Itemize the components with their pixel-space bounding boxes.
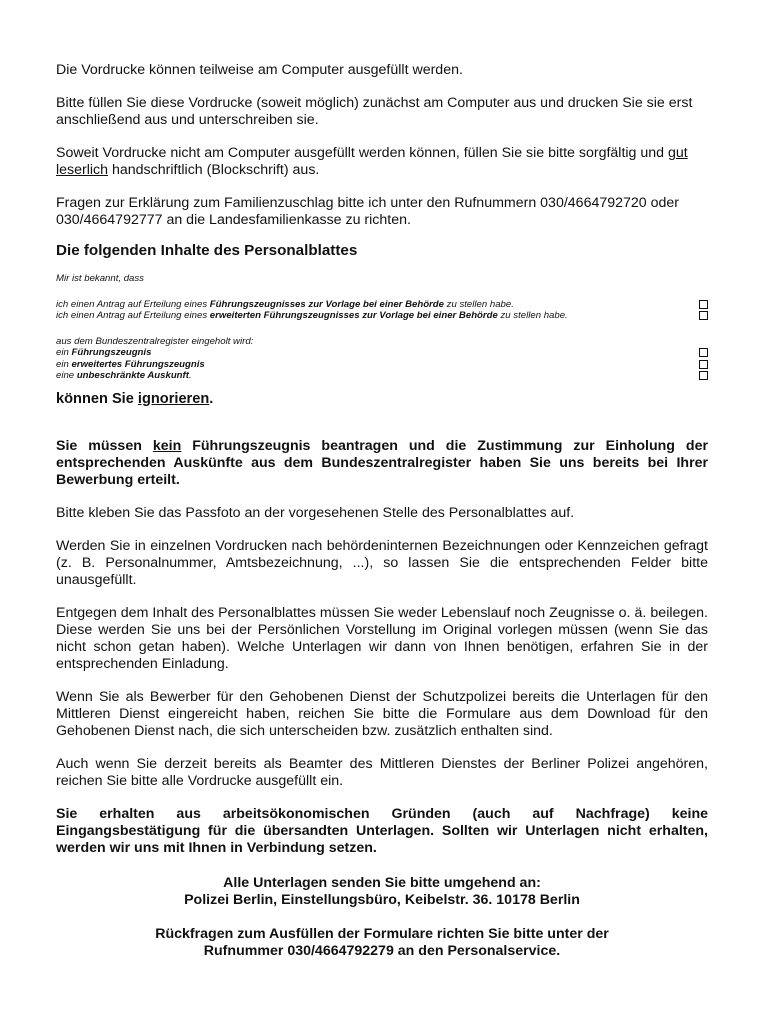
register-option-3-text-a: eine bbox=[56, 370, 77, 381]
intro-paragraph-3-underlined: gut leserlich bbox=[56, 145, 688, 178]
register-option-3-text-b: unbeschränkte Auskunft bbox=[76, 370, 189, 381]
application-option-2 bbox=[56, 310, 708, 322]
ignore-note-underlined: ignorieren bbox=[137, 390, 210, 407]
send-address-line: Polizei Berlin, Einstellungsbüro, Keibelstr. 36. 10178 Berlin bbox=[184, 891, 580, 908]
register-option-1-text-a: ein bbox=[56, 347, 72, 358]
intro-paragraph-4: Fragen zur Erklärung zum Familienzuschlag bitte ich unter den Rufnummern 030/4664792720 oder 030/4664792777 an die Landesfamilienkasse zu richten. bbox=[56, 195, 680, 228]
option-1-text-a: ich einen Antrag auf Erteilung eines bbox=[56, 298, 210, 310]
no-certificate-part-b: Führungszeugnis beantragen und die Zustimmung zur Einholung der entsprechenden Auskünfte aus dem Bundeszentralregister haben Sie uns bereits bei Ihrer Bewerbung erteilt. bbox=[56, 437, 708, 488]
ignore-note bbox=[56, 391, 708, 408]
option-2-text-a: ich einen Antrag auf Erteilung eines bbox=[56, 310, 210, 321]
known-line: Mir ist bekannt, dass bbox=[56, 273, 144, 284]
no-certificate-part-a: Sie müssen bbox=[56, 437, 153, 454]
register-option-3 bbox=[56, 370, 708, 382]
documents-paragraph: Entgegen dem Inhalt des Personalblattes müssen Sie weder Lebenslauf noch Zeugnisse o. ä. beilegen. Diese werden Sie uns bei der Persönlichen Vorstellung im Original vorlegen müssen (wenn Sie das nicht schon getan haben). Welche Unterlagen wir dann von Ihnen benötigen, erfahren Sie in der entsprechenden Einladung. bbox=[56, 604, 708, 672]
no-certificate-notice bbox=[56, 438, 708, 489]
register-option-1-text-b: Führungszeugnis bbox=[71, 347, 152, 358]
intro-paragraph-1: Die Vordrucke können teilweise am Computer ausgefüllt werden. bbox=[56, 62, 463, 78]
document-page bbox=[56, 62, 708, 960]
register-option-2-text-b: erweitertes Führungszeugnis bbox=[71, 358, 205, 370]
option-2-text-b: erweiterten Führungszeugnisses zur Vorlage bei einer Behörde bbox=[209, 310, 498, 321]
option-1-text-b: Führungszeugnisses zur Vorlage bei einer Behörde bbox=[209, 298, 444, 310]
intro-paragraph-2: Bitte füllen Sie diese Vordrucke (soweit möglich) zunächst am Computer aus und drucken Sie sie erst anschließend aus und unterschreiben sie. bbox=[56, 95, 693, 128]
register-option-1 bbox=[56, 347, 708, 359]
intro-paragraph-3 bbox=[56, 145, 708, 179]
ignore-note-part-a: können Sie bbox=[56, 390, 138, 407]
intro-paragraph-3-part-b: handschriftlich (Blockschrift) aus. bbox=[108, 162, 320, 178]
register-option-2 bbox=[56, 359, 708, 371]
send-instruction-line-1: Alle Unterlagen senden Sie bitte umgehend an: bbox=[223, 874, 541, 891]
application-options bbox=[56, 299, 708, 322]
intro-paragraph-3-part-a: Soweit Vordrucke nicht am Computer ausgefüllt werden können, füllen Sie sie bitte sorgfältig und bbox=[56, 145, 668, 161]
register-option-3-text-c: . bbox=[188, 370, 192, 381]
checkbox-option-1[interactable] bbox=[699, 300, 708, 309]
checkbox-register-1[interactable] bbox=[699, 348, 708, 357]
register-options bbox=[56, 336, 708, 382]
no-confirmation-notice: Sie erhalten aus arbeitsökonomischen Gründen (auch auf Nachfrage) keine Eingangsbestätigung für die übersandten Unterlagen. Sollten wir Unterlagen nicht erhalten, werden wir uns mit Ihnen in Verbindung setzen. bbox=[56, 805, 708, 856]
checkbox-register-2[interactable] bbox=[699, 360, 708, 369]
checkbox-option-2[interactable] bbox=[699, 311, 708, 320]
passport-photo-paragraph: Bitte kleben Sie das Passfoto an der vorgesehenen Stelle des Personalblattes auf. bbox=[56, 504, 575, 521]
no-certificate-underlined: kein bbox=[152, 437, 182, 454]
higher-service-paragraph: Wenn Sie als Bewerber für den Gehobenen Dienst der Schutzpolizei bereits die Unterlagen für den Mittleren Dienst eingereicht haben, reichen Sie bitte die Formulare aus dem Download für den Gehobenen Dienst nach, die sich unterscheiden bzw. zusätzlich enthalten sind. bbox=[56, 688, 708, 739]
section-heading: Die folgenden Inhalte des Personalblattes bbox=[56, 242, 358, 259]
questions-line-2: Rufnummer 030/4664792279 an den Personalservice. bbox=[203, 942, 561, 959]
internal-designations-paragraph: Werden Sie in einzelnen Vordrucken nach behördeninternen Bezeichnungen oder Kennzeichen gefragt (z. B. Personalnummer, Amtsbezeichnung, ...), so lassen Sie die entsprechenden Felder bitte unausgefüllt. bbox=[56, 537, 708, 588]
application-option-1 bbox=[56, 299, 708, 311]
option-1-text-c: zu stellen habe. bbox=[444, 298, 514, 310]
ignore-note-part-b: . bbox=[209, 390, 214, 407]
questions-line-1: Rückfragen zum Ausfüllen der Formulare richten Sie bitte unter der bbox=[155, 925, 609, 942]
current-officer-paragraph: Auch wenn Sie derzeit bereits als Beamter des Mittleren Dienstes der Berliner Polizei angehören, reichen Sie bitte alle Vordrucke ausgefüllt ein. bbox=[56, 755, 708, 789]
checkbox-register-3[interactable] bbox=[699, 371, 708, 380]
register-line: aus dem Bundeszentralregister eingeholt wird: bbox=[56, 335, 254, 347]
register-option-2-text-a: ein bbox=[56, 358, 72, 370]
option-2-text-c: zu stellen habe. bbox=[497, 310, 568, 321]
